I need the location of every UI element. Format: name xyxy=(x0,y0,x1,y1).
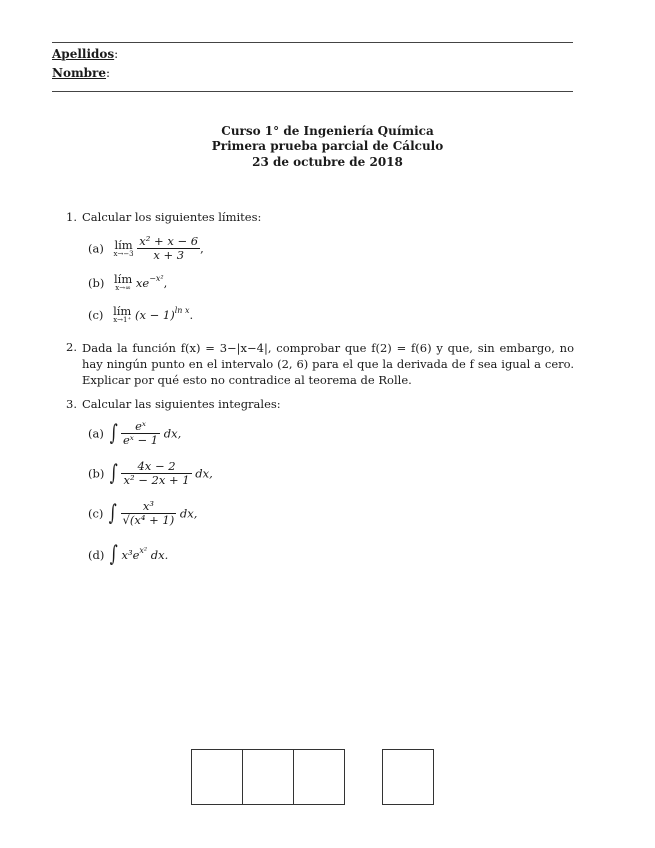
q1c-exponent: ln x xyxy=(174,306,190,315)
q1-item-a xyxy=(88,235,204,262)
exam-date: 23 de octubre de 2018 xyxy=(252,155,403,169)
surname-field xyxy=(52,47,118,61)
grade-box-3[interactable] xyxy=(293,749,345,805)
q1-item-c xyxy=(88,306,193,324)
q3c-tail: dx, xyxy=(179,506,198,521)
q3a-numerator: eˣ xyxy=(121,420,160,434)
q3c-label: (c) xyxy=(88,506,104,521)
grade-box-1[interactable] xyxy=(191,749,243,805)
q1b-tail: , xyxy=(163,276,168,290)
q3a-fraction xyxy=(121,420,160,447)
question-3-text: Calcular las siguientes integrales: xyxy=(82,397,281,411)
question-1-number: 1. xyxy=(66,210,77,224)
surname-label: Apellidos xyxy=(52,47,115,61)
q3b-fraction xyxy=(121,460,191,487)
q3b-denominator: x² − 2x + 1 xyxy=(123,473,190,487)
q1b-expression: xe xyxy=(135,276,150,290)
q1c-lim-word: lím xyxy=(113,304,132,318)
integral-sign-icon: ∫ xyxy=(109,420,118,446)
q1a-fraction xyxy=(137,235,200,262)
q3c-numerator: x³ xyxy=(121,500,177,514)
q1b-lim-sub: x→∞ xyxy=(115,284,131,292)
q1b-label: (b) xyxy=(88,276,105,290)
q1c-label: (c) xyxy=(88,308,104,322)
q3b-tail: dx, xyxy=(195,466,213,481)
q3-item-d xyxy=(88,542,169,567)
q1b-limit xyxy=(114,274,132,292)
q3-item-c xyxy=(88,500,197,527)
q3d-exponent: x² xyxy=(139,546,148,555)
q3a-denominator: eˣ − 1 xyxy=(122,433,159,447)
q3c-fraction xyxy=(121,500,177,527)
header-bottom-rule xyxy=(52,91,573,92)
name-field xyxy=(52,66,110,80)
integral-sign-icon: ∫ xyxy=(109,460,118,486)
grade-box-total[interactable] xyxy=(382,749,434,805)
q1-item-b xyxy=(88,274,167,292)
name-label: Nombre xyxy=(52,66,107,80)
q3-item-b xyxy=(88,460,213,487)
exam-title-name: Primera prueba parcial de Cálculo xyxy=(211,139,444,153)
q3b-label: (b) xyxy=(88,466,105,481)
q3a-tail: dx, xyxy=(163,426,182,441)
question-2-text: Dada la función f(x) = 3−|x−4|, comprobar que f(2) = f(6) y que, sin embargo, no hay ningún punto en el intervalo (2, 6) para el que la derivada de f sea igual a cero. Explicar por qué esto no contradice al teorema de Rolle. xyxy=(82,341,574,387)
q1c-tail: . xyxy=(189,308,194,322)
grade-box-2[interactable] xyxy=(242,749,294,805)
integral-sign-icon: ∫ xyxy=(109,542,118,567)
q1a-numerator: x² + x − 6 xyxy=(139,234,199,248)
question-1-text: Calcular los siguientes límites: xyxy=(82,210,262,224)
q3a-label: (a) xyxy=(88,426,104,441)
q3c-denominator: √(x⁴ + 1) xyxy=(122,513,175,527)
name-colon: : xyxy=(106,66,111,80)
q3b-numerator: 4x − 2 xyxy=(121,460,191,474)
q3d-tail: dx. xyxy=(150,548,169,562)
question-2-number: 2. xyxy=(66,340,77,354)
q1c-expression: (x − 1) xyxy=(135,308,175,322)
q1b-lim-word: lím xyxy=(114,272,133,286)
exam-title-course: Curso 1° de Ingeniería Química xyxy=(221,124,434,138)
q1c-lim-sub: x→1⁺ xyxy=(113,316,132,324)
question-3-number: 3. xyxy=(66,397,77,411)
surname-colon: : xyxy=(114,47,119,61)
q1a-label: (a) xyxy=(88,241,104,256)
q1b-exponent: −x² xyxy=(149,274,164,283)
integral-sign-icon: ∫ xyxy=(108,500,117,526)
q1a-lim-sub: x→−3 xyxy=(113,249,134,258)
q3d-label: (d) xyxy=(88,548,105,562)
q1a-lim-word: lím xyxy=(114,237,133,252)
q1a-limit xyxy=(113,237,134,258)
q3d-expression: x³e xyxy=(121,548,140,562)
q3-item-a xyxy=(88,420,181,447)
q1a-tail: , xyxy=(200,241,204,256)
q1a-denominator: x + 3 xyxy=(153,248,185,262)
q1c-limit xyxy=(113,306,131,324)
top-rule xyxy=(52,42,573,43)
